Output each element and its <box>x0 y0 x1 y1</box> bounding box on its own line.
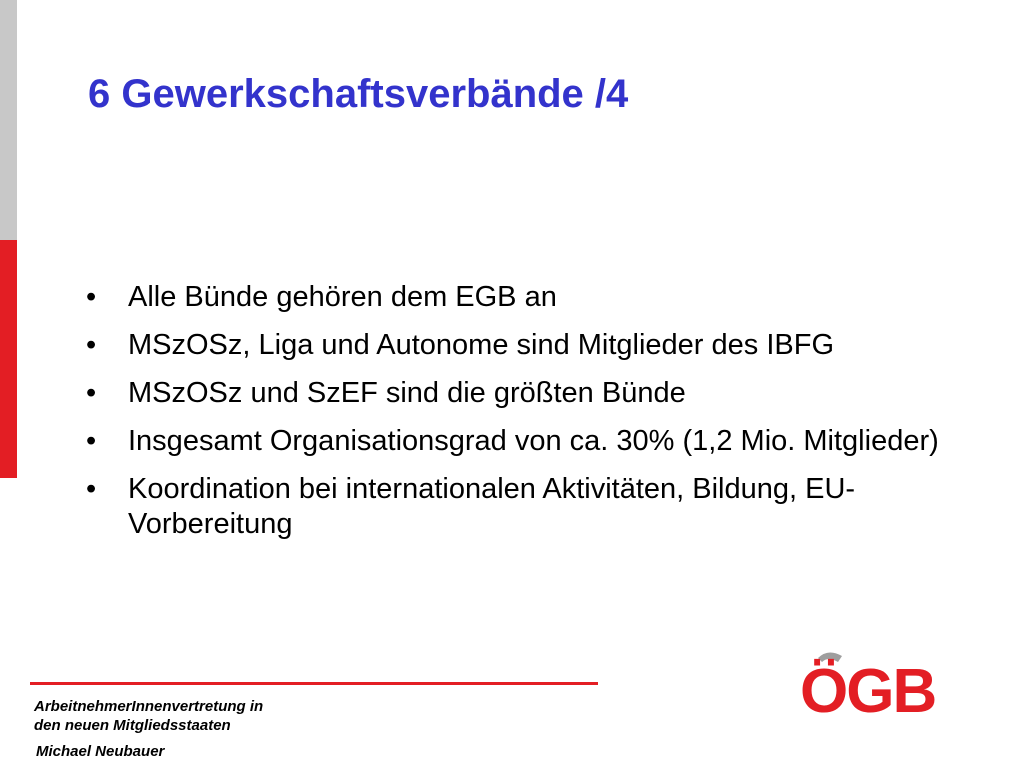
bullet-list <box>86 280 946 555</box>
ogb-logo <box>798 650 970 722</box>
bullet-text: Koordination bei internationalen Aktivitäten, Bildung, EU-Vorbereitung <box>128 473 856 540</box>
sidebar-grey-stripe <box>0 0 17 240</box>
footer-author: Michael Neubauer <box>36 743 165 760</box>
bullet-icon: • <box>86 377 97 409</box>
footer-divider <box>30 682 598 685</box>
footer-caption <box>34 697 334 735</box>
sidebar-red-stripe <box>0 240 17 478</box>
bullet-icon: • <box>86 425 97 457</box>
bullet-item <box>86 328 946 363</box>
bullet-item <box>86 280 946 315</box>
bullet-icon: • <box>86 329 97 361</box>
footer-line-1: ArbeitnehmerInnenvertretung in <box>34 698 264 715</box>
ogb-logo-text: ÖGB <box>800 657 936 722</box>
bullet-icon: • <box>86 473 97 505</box>
bullet-text: MSzOSz und SzEF sind die größten Bünde <box>128 377 686 409</box>
bullet-text: MSzOSz, Liga und Autonome sind Mitglieder des IBFG <box>128 329 835 361</box>
footer-line-2: den neuen Mitgliedsstaaten <box>34 717 231 734</box>
bullet-icon: • <box>86 281 97 313</box>
bullet-item <box>86 472 946 542</box>
bullet-text: Insgesamt Organisationsgrad von ca. 30% (1,2 Mio. Mitglieder) <box>128 425 939 457</box>
slide-title: 6 Gewerkschaftsverbände /4 <box>88 72 629 116</box>
bullet-item <box>86 376 946 411</box>
bullet-text: Alle Bünde gehören dem EGB an <box>128 281 557 313</box>
bullet-item <box>86 424 946 459</box>
